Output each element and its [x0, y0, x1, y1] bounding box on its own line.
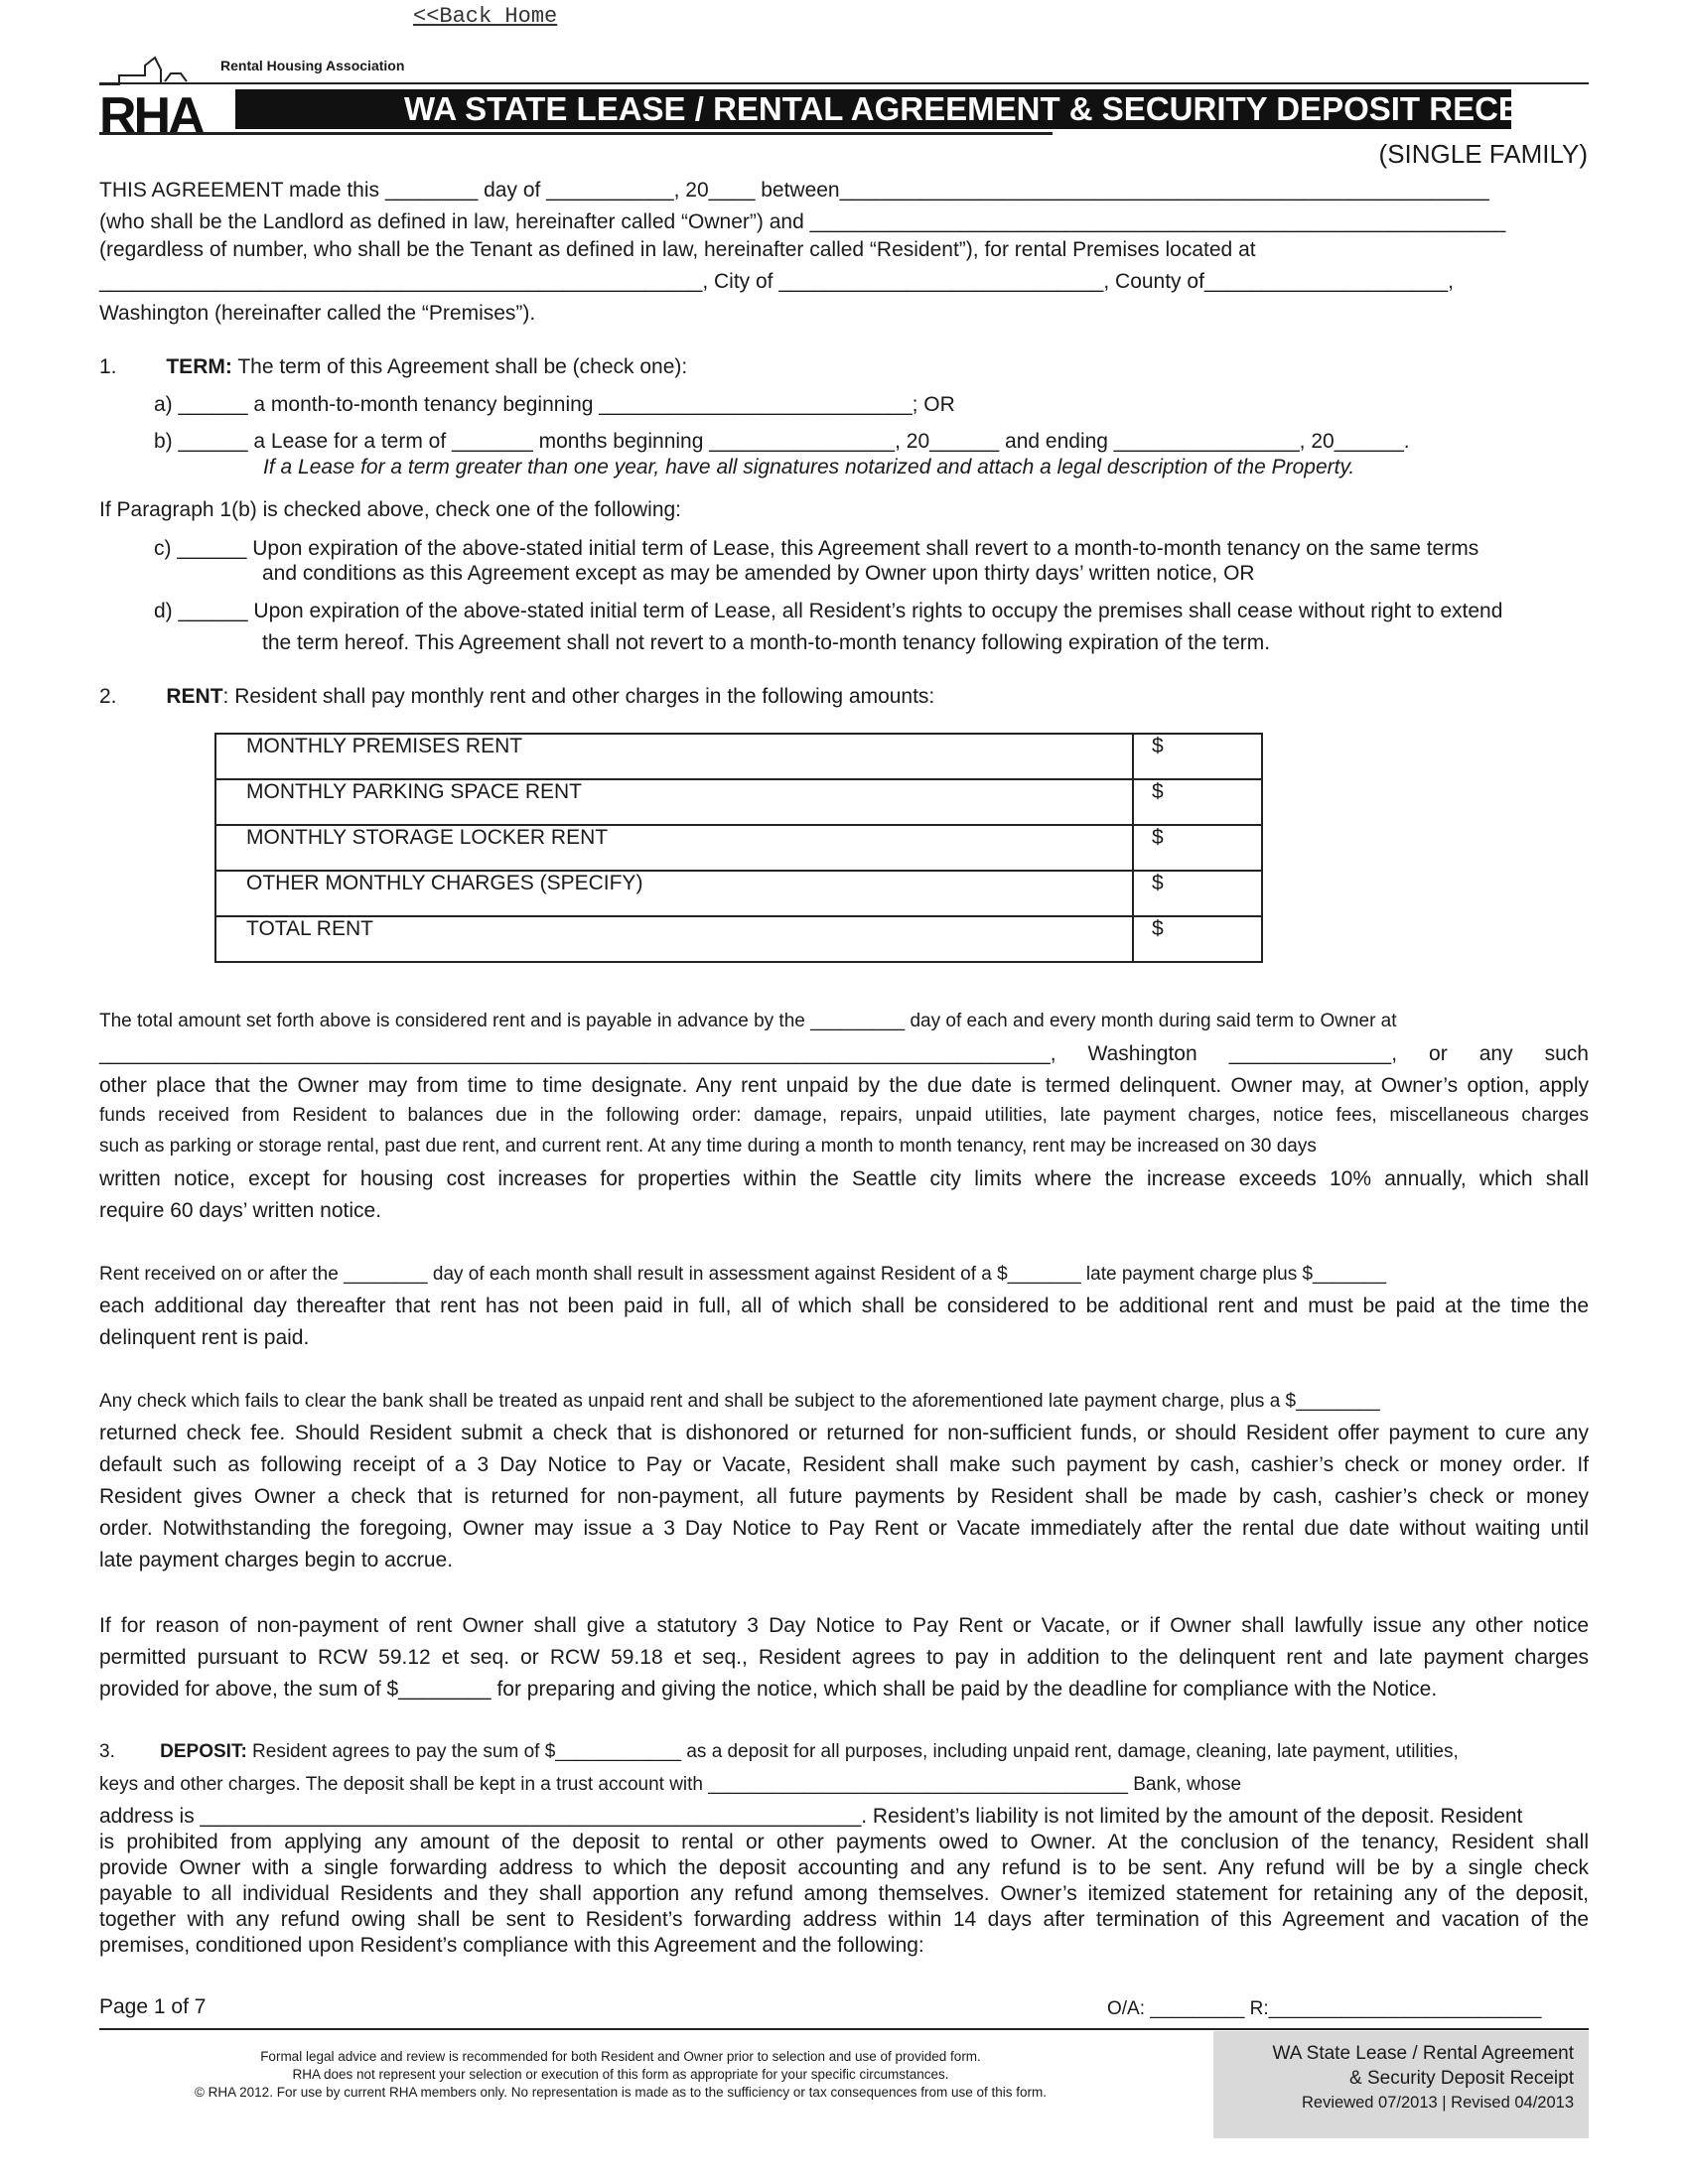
table-row — [215, 734, 1262, 779]
term-option-b: b) ______ a Lease for a term of _______ months beginning ________________, 20______ and ending ________________, 20______. — [154, 430, 1410, 453]
section-text: Resident agrees to pay the sum of $____________ as a deposit for all purposes, including unpaid rent, damage, cleaning, late payment, utilities, — [252, 1741, 1459, 1762]
rent-label: MONTHLY PARKING SPACE RENT — [215, 779, 1133, 825]
paragraph-line: funds received from Resident to balances due in the following order: damage, repairs, unpaid utilities, late payment charges, notice fees, miscellaneous charges — [99, 1105, 1589, 1126]
rent-label: MONTHLY PREMISES RENT — [215, 734, 1133, 779]
rent-amount-field[interactable]: $ — [1133, 734, 1262, 779]
page-number: Page 1 of 7 — [99, 1995, 207, 2018]
form-info-title: WA State Lease / Rental Agreement — [1272, 2043, 1574, 2064]
rha-logo — [99, 52, 238, 137]
table-row — [215, 779, 1262, 825]
disclaimer-line: © RHA 2012. For use by current RHA members only. No representation is made as to the sufficiency or tax consequences from use of this form. — [194, 2085, 1048, 2100]
section-number: 2. — [99, 685, 117, 708]
footer-disclaimer — [99, 2048, 1142, 2102]
section-deposit — [99, 1741, 1459, 1763]
paragraph-line: is prohibited from applying any amount of the deposit to rental or other payments owed to Owner. At the conclusion of the tenancy, Resident shall — [99, 1831, 1589, 1853]
section-text: : Resident shall pay monthly rent and other charges in the following amounts: — [222, 685, 935, 708]
paragraph-line: each additional day thereafter that rent has not been paid in full, all of which shall be considered to be additional rent and must be paid at the time the — [99, 1295, 1589, 1317]
intro-line: (who shall be the Landlord as defined in law, hereinafter called “Owner”) and ____________________________________________________________ — [99, 210, 1506, 233]
section-heading: DEPOSIT: — [160, 1741, 247, 1762]
paragraph-line: If for reason of non-payment of rent Owner shall give a statutory 3 Day Notice to Pay Rent or Vacate, or if Owner shall lawfully issue any other notice — [99, 1614, 1589, 1637]
section-heading: RENT — [166, 685, 223, 708]
rent-table — [214, 733, 1263, 963]
term-condition: If Paragraph 1(b) is checked above, check one of the following: — [99, 498, 682, 521]
rent-label: MONTHLY STORAGE LOCKER RENT — [215, 825, 1133, 871]
paragraph-line: require 60 days’ written notice. — [99, 1199, 382, 1222]
paragraph-line: such as parking or storage rental, past due rent, and current rent. At any time during a month to month tenancy, rent may be increased on 30 days — [99, 1136, 1317, 1157]
disclaimer-line: Formal legal advice and review is recommended for both Resident and Owner prior to selection and use of provided form. — [260, 2049, 981, 2064]
form-info-revision: Reviewed 07/2013 | Revised 04/2013 — [1302, 2094, 1574, 2112]
page-title: WA STATE LEASE / RENTAL AGREEMENT & SECURITY DEPOSIT RECEIPT — [235, 89, 1511, 129]
intro-line: (regardless of number, who shall be the Tenant as defined in law, hereinafter called “Resident”), for rental Premises located at — [99, 238, 1256, 261]
section-number: 3. — [99, 1741, 115, 1762]
initials-fields[interactable]: O/A: _________ R:__________________________ — [1107, 1998, 1542, 2019]
term-option-b-note: If a Lease for a term greater than one year, have all signatures notarized and attach a legal description of the Property. — [263, 456, 1355, 478]
term-option-d-cont: the term hereof. This Agreement shall not revert to a month-to-month tenancy following expiration of the term. — [262, 631, 1271, 654]
header-rule — [99, 82, 1589, 84]
term-option-d: d) ______ Upon expiration of the above-stated initial term of Lease, all Resident’s rights to occupy the premises shall cease without right to extend — [154, 600, 1503, 622]
paragraph-line: permitted pursuant to RCW 59.12 et seq. or RCW 59.18 et seq., Resident agrees to pay in addition to the delinquent rent and late payment charges — [99, 1646, 1589, 1669]
paragraph-line: returned check fee. Should Resident submit a check that is dishonored or returned for non-sufficient funds, or should Resident offer payment to cure any — [99, 1422, 1589, 1444]
form-info-box — [1213, 2031, 1589, 2138]
rent-amount-field[interactable]: $ — [1133, 825, 1262, 871]
paragraph-line: provide Owner with a single forwarding address to which the deposit accounting and any refund is to be sent. Any refund will be by a single check — [99, 1856, 1589, 1879]
rent-amount-field[interactable]: $ — [1133, 779, 1262, 825]
paragraph-line: __________________________________________________________________________________, Washington ______________, or any such — [99, 1042, 1589, 1065]
paragraph-line: address is _________________________________________________________. Resident’s liability is not limited by the amount of the deposit. Resident — [99, 1805, 1523, 1828]
intro-line: THIS AGREEMENT made this ________ day of ___________, 20____ between________________________________________________________ — [99, 179, 1489, 202]
paragraph-line: other place that the Owner may from time to time designate. Any rent unpaid by the due date is termed delinquent. Owner may, at Owner’s option, apply — [99, 1074, 1589, 1097]
paragraph-line: The total amount set forth above is considered rent and is payable in advance by the _________ day of each and every month during said term to Owner at — [99, 1011, 1397, 1031]
rent-amount-field[interactable]: $ — [1133, 916, 1262, 962]
paragraph-line: default such as following receipt of a 3 Day Notice to Pay or Vacate, Resident shall make such payment by cash, cashier’s check or money order. If — [99, 1453, 1589, 1476]
rent-label: TOTAL RENT — [215, 916, 1133, 962]
term-option-c: c) ______ Upon expiration of the above-stated initial term of Lease, this Agreement shall revert to a month-to-month tenancy on the same terms — [154, 537, 1479, 560]
paragraph-line: delinquent rent is paid. — [99, 1326, 310, 1349]
svg-text:RHA: RHA — [99, 87, 203, 137]
section-number: 1. — [99, 355, 117, 378]
intro-line: ____________________________________________________, City of ____________________________, County of_____________________, — [99, 270, 1455, 293]
section-term — [99, 355, 687, 379]
section-text: The term of this Agreement shall be (check one): — [237, 355, 688, 378]
paragraph-line: keys and other charges. The deposit shall be kept in a trust account with ________________________________________ Bank, whose — [99, 1774, 1242, 1795]
paragraph-line: together with any refund owing shall be sent to Resident’s forwarding address within 14 days after termination of this Agreement and vacation of the — [99, 1908, 1589, 1931]
term-option-c-cont: and conditions as this Agreement except as may be amended by Owner upon thirty days’ written notice, OR — [262, 562, 1255, 585]
paragraph-line: Resident gives Owner a check that is returned for non-payment, all future payments by Resident shall be made by cash, cashier’s check or money — [99, 1485, 1589, 1508]
disclaimer-line: RHA does not represent your selection or execution of this form as appropriate for your specific circumstances. — [292, 2067, 949, 2082]
paragraph-line: provided for above, the sum of $________ for preparing and giving the notice, which shall be paid by the deadline for compliance with the Notice. — [99, 1678, 1438, 1701]
table-row — [215, 825, 1262, 871]
paragraph-line: written notice, except for housing cost increases for properties within the Seattle city limits where the increase exceeds 10% annually, which shall — [99, 1167, 1589, 1190]
paragraph-line: premises, conditioned upon Resident’s compliance with this Agreement and the following: — [99, 1934, 924, 1957]
table-row — [215, 871, 1262, 916]
rent-amount-field[interactable]: $ — [1133, 871, 1262, 916]
org-name: Rental Housing Association — [220, 58, 405, 73]
intro-line: Washington (hereinafter called the “Premises”). — [99, 302, 536, 325]
page-subtitle: (SINGLE FAMILY) — [1378, 139, 1588, 169]
footer-rule — [99, 2028, 1589, 2030]
back-home-link[interactable]: <<Back Home — [413, 4, 558, 29]
paragraph-line: Rent received on or after the ________ day of each month shall result in assessment against Resident of a $_______ late payment charge plus $_______ — [99, 1264, 1387, 1285]
table-row — [215, 916, 1262, 962]
rent-label: OTHER MONTHLY CHARGES (SPECIFY) — [215, 871, 1133, 916]
paragraph-line: order. Notwithstanding the foregoing, Owner may issue a 3 Day Notice to Pay Rent or Vacate immediately after the rental due date without waiting until — [99, 1517, 1589, 1540]
title-rule — [99, 132, 1053, 135]
paragraph-line: Any check which fails to clear the bank shall be treated as unpaid rent and shall be subject to the aforementioned late payment charge, plus a $________ — [99, 1391, 1380, 1412]
section-rent — [99, 685, 934, 709]
paragraph-line: payable to all individual Residents and they shall apportion any refund among themselves. Owner’s itemized statement for retaining any of the deposit, — [99, 1882, 1589, 1905]
paragraph-line: late payment charges begin to accrue. — [99, 1549, 454, 1571]
section-heading: TERM: — [166, 355, 232, 378]
term-option-a: a) ______ a month-to-month tenancy beginning ___________________________; OR — [154, 393, 955, 416]
form-info-subtitle: & Security Deposit Receipt — [1349, 2068, 1574, 2089]
